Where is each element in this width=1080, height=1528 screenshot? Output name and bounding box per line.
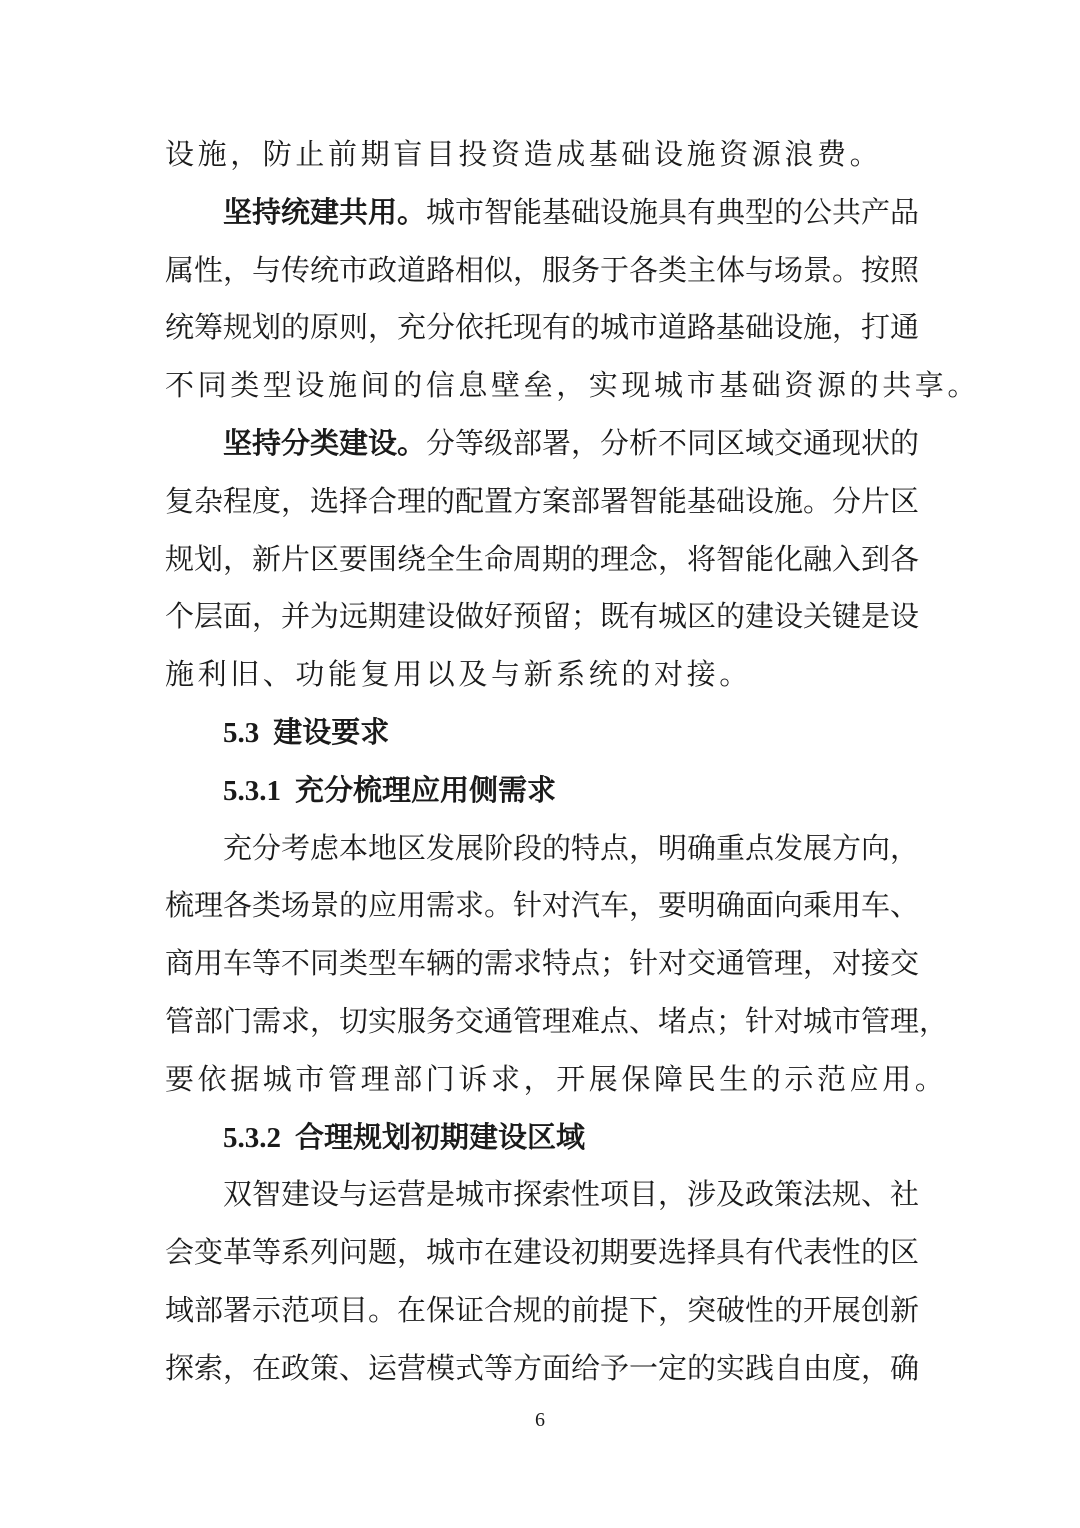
- paragraph-line: 探索，在政策、运营模式等方面给予一定的实践自由度，确: [165, 1350, 920, 1385]
- paragraph-line: 商用车等不同类型车辆的需求特点；针对交通管理，对接交: [165, 946, 920, 981]
- paragraph-line: 复杂程度，选择合理的配置方案部署智能基础设施。分片区: [165, 483, 920, 518]
- section-title: 建设要求: [273, 714, 390, 749]
- paragraph-first-line: 充分考虑本地区发展阶段的特点，明确重点发展方向，: [223, 830, 920, 865]
- paragraph-line: 不同类型设施间的信息壁垒，实现城市基础资源的共享。: [165, 368, 981, 403]
- paragraph-first-line: 双智建设与运营是城市探索性项目，涉及政策法规、社: [223, 1177, 920, 1212]
- paragraph-line: 属性，与传统市政道路相似，服务于各类主体与场景。按照: [165, 252, 920, 287]
- section-number: 5.3.2: [223, 1121, 281, 1154]
- paragraph-text: 分等级部署，分析不同区域交通现状的: [426, 425, 920, 460]
- paragraph-line: 个层面，并为远期建设做好预留；既有城区的建设关键是设: [165, 599, 920, 634]
- section-heading-5-3: [165, 704, 915, 762]
- paragraph-line: 梳理各类场景的应用需求。针对汽车，要明确面向乘用车、: [165, 888, 920, 923]
- section-title: 合理规划初期建设区域: [295, 1119, 586, 1154]
- paragraph-first-line: [165, 184, 920, 242]
- section-heading-5-3-1: [165, 762, 915, 820]
- section-number: 5.3.1: [223, 774, 281, 807]
- page-number: 6: [535, 1409, 545, 1431]
- paragraph-line: 设施，防止前期盲目投资造成基础设施资源浪费。: [165, 137, 883, 171]
- paragraph-text: 城市智能基础设施具有典型的公共产品: [426, 194, 920, 229]
- paragraph-line: 统筹规划的原则，充分依托现有的城市道路基础设施，打通: [165, 310, 920, 345]
- paragraph-first-line: [165, 415, 920, 473]
- principle-heading: 坚持分类建设。: [223, 425, 427, 460]
- body-text: [165, 126, 981, 1398]
- section-number: 5.3: [223, 716, 260, 749]
- paragraph-line: 施利旧、功能复用以及与新系统的对接。: [165, 657, 752, 692]
- paragraph-line: 域部署示范项目。在保证合规的前提下，突破性的开展创新: [165, 1292, 920, 1327]
- paragraph-line: 要依据城市管理部门诉求，开展保障民生的示范应用。: [165, 1061, 948, 1096]
- paragraph-line: 管部门需求，切实服务交通管理难点、堵点；针对城市管理，: [165, 1003, 949, 1038]
- section-title: 充分梳理应用侧需求: [295, 772, 557, 807]
- paragraph-line: 规划，新片区要围绕全生命周期的理念，将智能化融入到各: [165, 541, 920, 576]
- paragraph-line: 会变革等系列问题，城市在建设初期要选择具有代表性的区: [165, 1235, 920, 1270]
- principle-heading: 坚持统建共用。: [223, 194, 427, 229]
- section-heading-5-3-2: [165, 1109, 915, 1167]
